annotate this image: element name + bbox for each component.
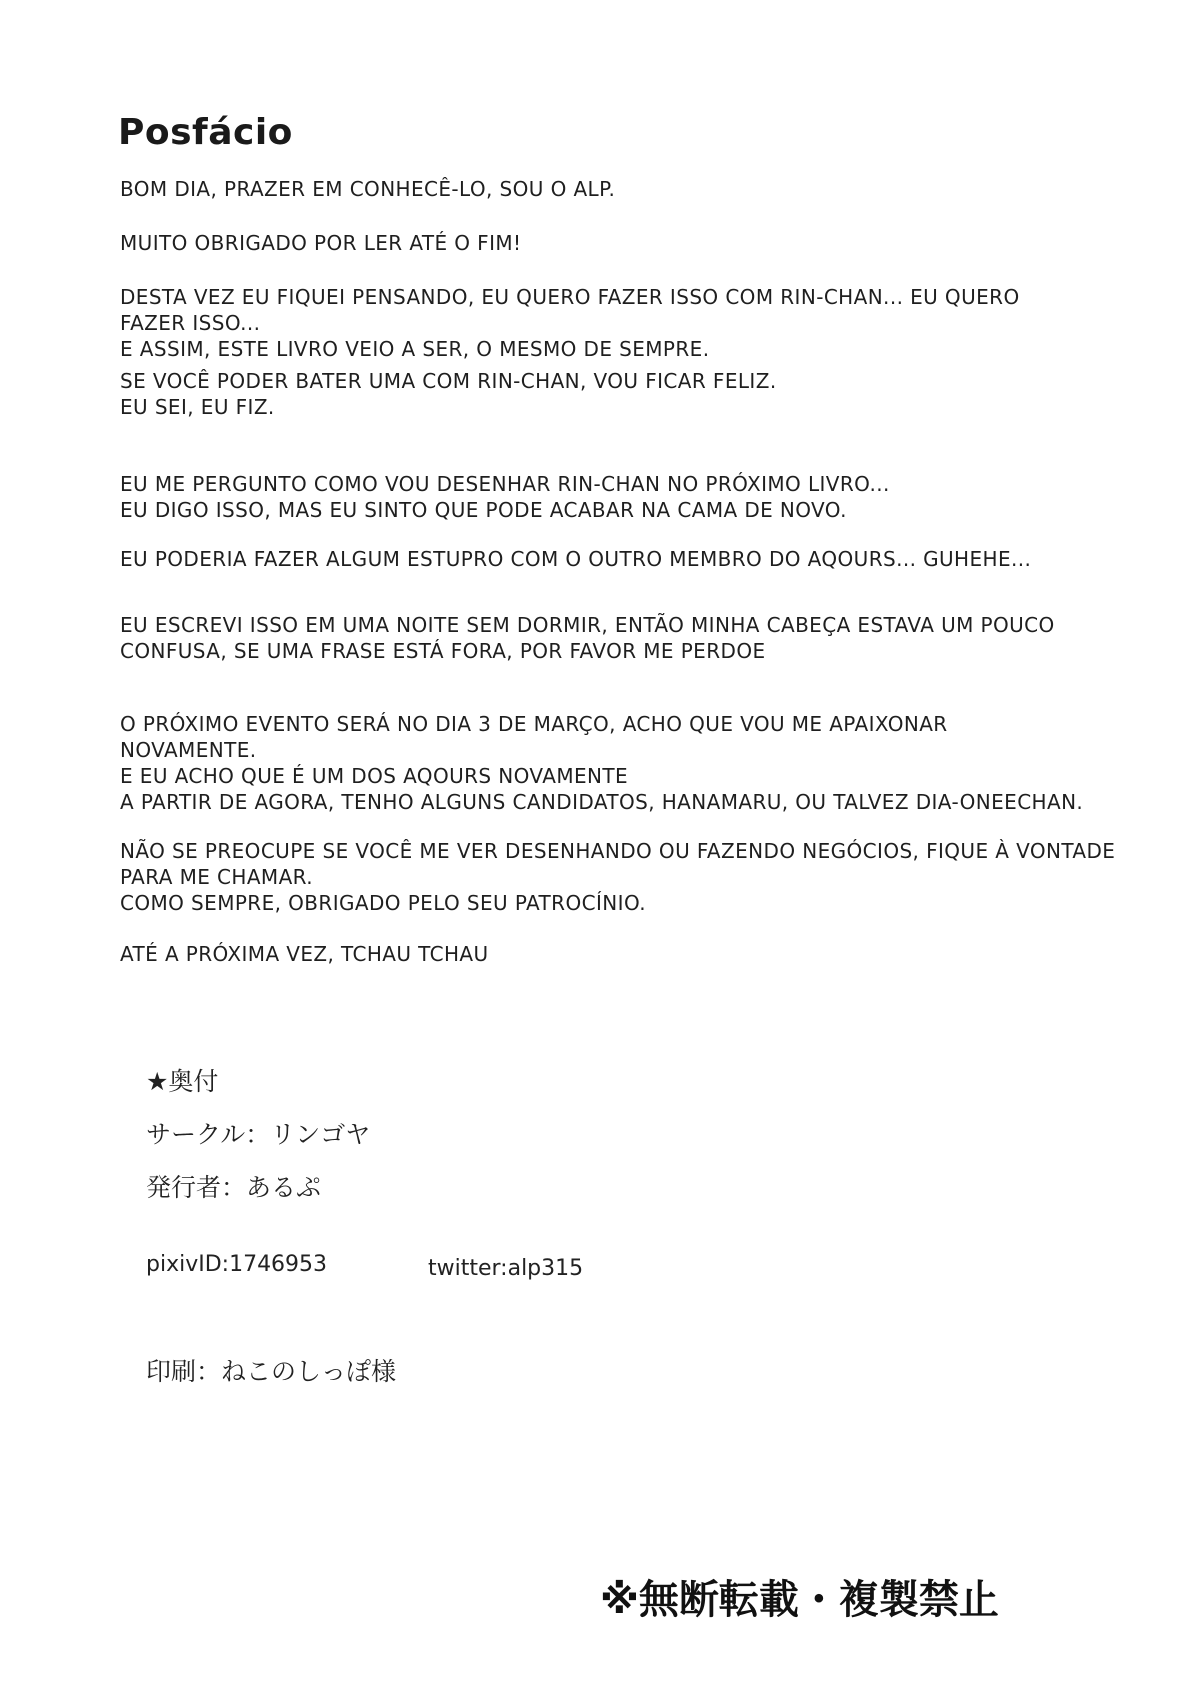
paragraph-dont-worry: NÃO SE PREOCUPE SE VOCÊ ME VER DESENHANDO OU FAZENDO NEGÓCIOS, FIQUE À VONTADE PARA ME CHAMAR. COMO SEMPRE, OBRIGADO PELO SEU PATROCÍNIO. (120, 839, 1116, 915)
colophon-circle: サークル：リンゴヤ (146, 1120, 371, 1149)
paragraph-sleepless: EU ESCREVI ISSO EM UMA NOITE SEM DORMIR, ENTÃO MINHA CABEÇA ESTAVA UM POUCO CONFUSA, SE UMA FRASE ESTÁ FORA, POR FAVOR ME PERDOE (120, 613, 1055, 663)
colophon-publisher: 発行者：あるぷ (146, 1173, 322, 1202)
paragraph-next-book: EU ME PERGUNTO COMO VOU DESENHAR RIN-CHAN NO PRÓXIMO LIVRO... EU DIGO ISSO, MAS EU SINTO QUE PODE ACABAR NA CAMA DE NOVO. (120, 472, 890, 522)
paragraph-greeting: BOM DIA, PRAZER EM CONHECÊ-LO, SOU O ALP. (120, 177, 616, 201)
paragraph-thanks: MUITO OBRIGADO POR LER ATÉ O FIM! (120, 231, 522, 255)
paragraph-aqours: EU PODERIA FAZER ALGUM ESTUPRO COM O OUTRO MEMBRO DO AQOURS... GUHEHE... (120, 547, 1032, 571)
paragraph-this-time: DESTA VEZ EU FIQUEI PENSANDO, EU QUERO FAZER ISSO COM RIN-CHAN... EU QUERO FAZER ISSO... E ASSIM, ESTE LIVRO VEIO A SER, O MESMO DE SEMPRE. (120, 285, 1020, 361)
page-title: Posfácio (118, 112, 293, 153)
paragraph-happy: SE VOCÊ PODER BATER UMA COM RIN-CHAN, VOU FICAR FELIZ. EU SEI, EU FIZ. (120, 369, 777, 419)
colophon-pixiv-id: pixivID:1746953 (146, 1252, 328, 1277)
copyright-notice: ※無断転載・複製禁止 (600, 1577, 999, 1623)
colophon-heading: ★奥付 (146, 1067, 219, 1096)
paragraph-next-event: O PRÓXIMO EVENTO SERÁ NO DIA 3 DE MARÇO, ACHO QUE VOU ME APAIXONAR NOVAMENTE. E EU ACHO QUE É UM DOS AQOURS NOVAMENTE A PARTIR DE AGORA, TENHO ALGUNS CANDIDATOS, HANAMARU, OU TALVEZ DIA-ONEECHAN. (120, 712, 1084, 814)
colophon-printer: 印刷：ねこのしっぽ様 (146, 1357, 397, 1386)
paragraph-goodbye: ATÉ A PRÓXIMA VEZ, TCHAU TCHAU (120, 942, 489, 966)
colophon-twitter: twitter:alp315 (428, 1256, 584, 1281)
